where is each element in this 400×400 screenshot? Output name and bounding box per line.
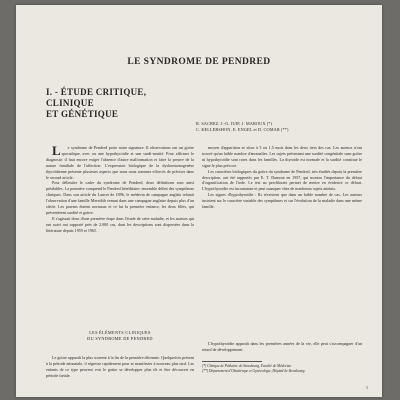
body-paragraph: L'hypothyroïdie apparaît dans les premières années de la vie, elle peut s'accompagner d'un retard de développement.	[202, 341, 362, 352]
body-paragraph: Les signes d'hypothyroïdie : Ils n'existent que dans un faible nombre de cas. Les auteurs insistent sur le caractère variable des symptômes et sur l'évolution de la maladie dans une même famille.	[202, 192, 362, 210]
footnote-1: (*) Clinique de Pédiatrie de Strasbourg, Faculté de Médecine.	[202, 364, 292, 368]
body-paragraph: Il s'agissait donc d'une première étape dans l'étude de cette maladie, et les auteurs qui ont suivi ont rapporté près de 2.000 cas, dont les descriptions sont dispersées dans la littérature depuis 1959 et 1965.	[46, 215, 194, 233]
journal-page	[16, 5, 382, 397]
body-paragraph: moyen d'apparition se situe à 5 ou 1,5 mois dans les deux tiers des cas. Les auteurs n'ont trouvé qu'un faible nombre d'anomalies. Les sujets présentant une surdité congénitale sans goitre ni hypothyroïdie sont rares dans les familles. La thyroïde est normale et la surdité constitue le signe le plus précoce.	[202, 145, 362, 168]
paragraph-text: e syndrome de Pendred porte notre signature. Il observations ont un goitre sporadique, avec ou une hypothyroïdie et une surdi-mutité. Pour affirmer le diagnostic il faut encore exiger l'absence d'autre malformation et faire la preuve de la nature familiale de l'affection. L'expression biologique de la dyshormonogenèse thyroïdienne présente plusieurs aspects que nous nous sommes efforcés de préciser dans le second article.	[46, 145, 194, 180]
section-heading-line-2: ET GÉNÉTIQUE	[46, 109, 119, 119]
subheading-line-1: LES ÉLÉMENTS CLINIQUES	[89, 330, 151, 335]
body-paragraph	[46, 145, 194, 180]
right-column	[202, 145, 362, 357]
left-column-bottom	[46, 355, 194, 387]
footnote-rule	[202, 361, 262, 362]
clinical-subheading	[46, 330, 194, 342]
article-title: LE SYNDROME DE PENDRED	[127, 57, 271, 67]
drop-cap: L	[52, 145, 61, 158]
subheading-line-2: DU SYNDROME DE PENDRED	[87, 336, 153, 341]
body-paragraph: Le goitre apparaît la plus souvent à la fin de la première décennie. Quelquefois présent à la période néonatale, il régresse rapidement pour se manifester à nouveau plus tard. Les enfants de ce type peuvent voir le goitre se développer plus tôt et être découvert en période fœtale.	[46, 355, 194, 378]
left-column	[46, 145, 194, 320]
body-paragraph: Les caractères biologiques du goitre du syndrome de Pendred, très étudiés depuis la première description, ont été rapportés par E. T. Dumont en 1957, qui montra l'importance du défaut d'organification de l'iode. Le test au perchlorate permet de mettre en évidence ce défaut. L'hypothyroïdie est inconstante et peut manquer chez de nombreux sujets atteints.	[202, 168, 362, 192]
section-heading-line-1: I. - ÉTUDE CRITIQUE, CLINIQUE	[46, 87, 147, 108]
right-column-bottom	[202, 341, 362, 357]
page-number: 1	[366, 385, 368, 390]
footnote-2: (**) Département d'Obstétrique et Gynécologie, Hôpital de Strasbourg.	[202, 369, 306, 373]
body-paragraph: Pour délimiter le cadre du syndrome de Pendred, deux définitions sont ainsi préalables. La première comprend le Pendred héréditaire; ensemble défini des symptômes cliniques. Dans son article du Lancet de 1896, le médecin de campagne anglais relatait l'observation d'une famille Meredith venant dans une campagne anglaise depuis plus d'un siècle. Les parents étaient normaux et ce fut la première enfance, les deux filles, qui présentèrent surdité et goitre.	[46, 180, 194, 215]
author-line-2: C. KELLERSHON, E. ENGEL et D. COMAR (**)	[196, 127, 289, 132]
section-heading	[46, 87, 196, 120]
author-list	[196, 121, 364, 133]
footnotes	[202, 364, 362, 374]
author-line-1: R. SACREZ, J.-G. JUIF, J. MAROUX (*)	[196, 121, 273, 126]
